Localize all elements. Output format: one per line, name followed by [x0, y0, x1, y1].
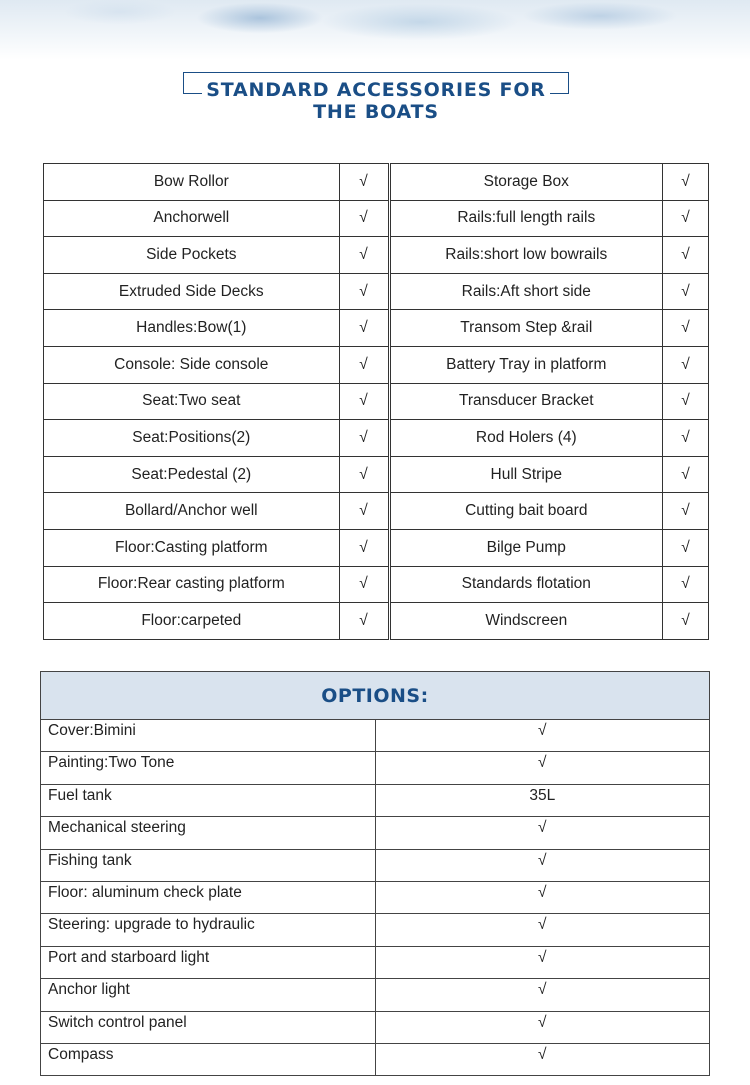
check-mark: √	[339, 383, 389, 420]
option-name: Compass	[41, 1043, 376, 1075]
check-mark: √	[663, 273, 709, 310]
page-title	[150, 79, 602, 123]
check-mark: √	[339, 273, 389, 310]
sky-banner	[0, 0, 750, 60]
options-heading: OPTIONS:	[41, 672, 710, 720]
table-row	[44, 200, 709, 237]
option-name: Painting:Two Tone	[41, 752, 376, 784]
accessory-name: Anchorwell	[44, 200, 340, 237]
accessory-name: Rails:full length rails	[389, 200, 663, 237]
check-mark: √	[663, 529, 709, 566]
accessory-name: Rails:short low bowrails	[389, 237, 663, 274]
table-row	[41, 1011, 710, 1043]
table-row	[41, 752, 710, 784]
accessory-name: Transducer Bracket	[389, 383, 663, 420]
option-value: √	[375, 720, 709, 752]
accessory-name: Battery Tray in platform	[389, 346, 663, 383]
option-name: Port and starboard light	[41, 946, 376, 978]
table-row	[44, 420, 709, 457]
table-row	[44, 529, 709, 566]
title-line-2: THE BOATS	[150, 101, 602, 123]
check-mark: √	[663, 346, 709, 383]
check-mark: √	[663, 420, 709, 457]
table-row	[44, 493, 709, 530]
accessory-name: Rod Holers (4)	[389, 420, 663, 457]
table-row	[44, 566, 709, 603]
option-value: √	[375, 1011, 709, 1043]
table-row	[41, 784, 710, 816]
check-mark: √	[339, 493, 389, 530]
accessory-name: Bow Rollor	[44, 164, 340, 201]
accessory-name: Storage Box	[389, 164, 663, 201]
check-mark: √	[663, 566, 709, 603]
check-mark: √	[663, 200, 709, 237]
check-mark: √	[339, 200, 389, 237]
table-row	[44, 346, 709, 383]
accessory-name: Floor:Rear casting platform	[44, 566, 340, 603]
option-name: Mechanical steering	[41, 817, 376, 849]
table-row	[44, 383, 709, 420]
accessory-name: Standards flotation	[389, 566, 663, 603]
check-mark: √	[339, 529, 389, 566]
table-row	[44, 273, 709, 310]
check-mark: √	[339, 346, 389, 383]
table-row	[44, 164, 709, 201]
table-row	[44, 456, 709, 493]
check-mark: √	[663, 456, 709, 493]
table-row	[41, 720, 710, 752]
accessory-name: Bollard/Anchor well	[44, 493, 340, 530]
accessory-name: Floor:Casting platform	[44, 529, 340, 566]
option-value: √	[375, 817, 709, 849]
table-row	[41, 849, 710, 881]
option-value: √	[375, 752, 709, 784]
option-name: Fuel tank	[41, 784, 376, 816]
options-table	[40, 671, 710, 1076]
table-row	[41, 881, 710, 913]
table-row	[44, 310, 709, 347]
accessory-name: Windscreen	[389, 603, 663, 640]
accessory-name: Extruded Side Decks	[44, 273, 340, 310]
table-row	[41, 1043, 710, 1075]
option-value: √	[375, 1043, 709, 1075]
check-mark: √	[663, 310, 709, 347]
table-row	[41, 817, 710, 849]
option-name: Fishing tank	[41, 849, 376, 881]
accessory-name: Hull Stripe	[389, 456, 663, 493]
accessory-name: Floor:carpeted	[44, 603, 340, 640]
check-mark: √	[339, 603, 389, 640]
option-value: √	[375, 849, 709, 881]
title-line-1: STANDARD ACCESSORIES FOR	[202, 79, 549, 101]
check-mark: √	[339, 237, 389, 274]
option-value: √	[375, 914, 709, 946]
accessory-name: Rails:Aft short side	[389, 273, 663, 310]
option-name: Cover:Bimini	[41, 720, 376, 752]
check-mark: √	[663, 164, 709, 201]
option-name: Switch control panel	[41, 1011, 376, 1043]
option-value: √	[375, 946, 709, 978]
standard-accessories-table	[43, 163, 709, 640]
accessory-name: Side Pockets	[44, 237, 340, 274]
check-mark: √	[339, 164, 389, 201]
table-row	[44, 237, 709, 274]
check-mark: √	[339, 310, 389, 347]
accessory-name: Seat:Two seat	[44, 383, 340, 420]
option-value: √	[375, 881, 709, 913]
check-mark: √	[339, 566, 389, 603]
table-row	[41, 979, 710, 1011]
option-name: Anchor light	[41, 979, 376, 1011]
check-mark: √	[663, 237, 709, 274]
table-row	[44, 603, 709, 640]
table-row	[41, 946, 710, 978]
table-row	[41, 914, 710, 946]
check-mark: √	[339, 420, 389, 457]
check-mark: √	[663, 603, 709, 640]
accessory-name: Handles:Bow(1)	[44, 310, 340, 347]
accessory-name: Bilge Pump	[389, 529, 663, 566]
option-value: 35L	[375, 784, 709, 816]
accessory-name: Cutting bait board	[389, 493, 663, 530]
check-mark: √	[663, 383, 709, 420]
check-mark: √	[663, 493, 709, 530]
accessory-name: Transom Step &rail	[389, 310, 663, 347]
options-header-row	[41, 672, 710, 720]
accessory-name: Seat:Pedestal (2)	[44, 456, 340, 493]
option-name: Steering: upgrade to hydraulic	[41, 914, 376, 946]
accessory-name: Console: Side console	[44, 346, 340, 383]
option-value: √	[375, 979, 709, 1011]
check-mark: √	[339, 456, 389, 493]
option-name: Floor: aluminum check plate	[41, 881, 376, 913]
accessory-name: Seat:Positions(2)	[44, 420, 340, 457]
